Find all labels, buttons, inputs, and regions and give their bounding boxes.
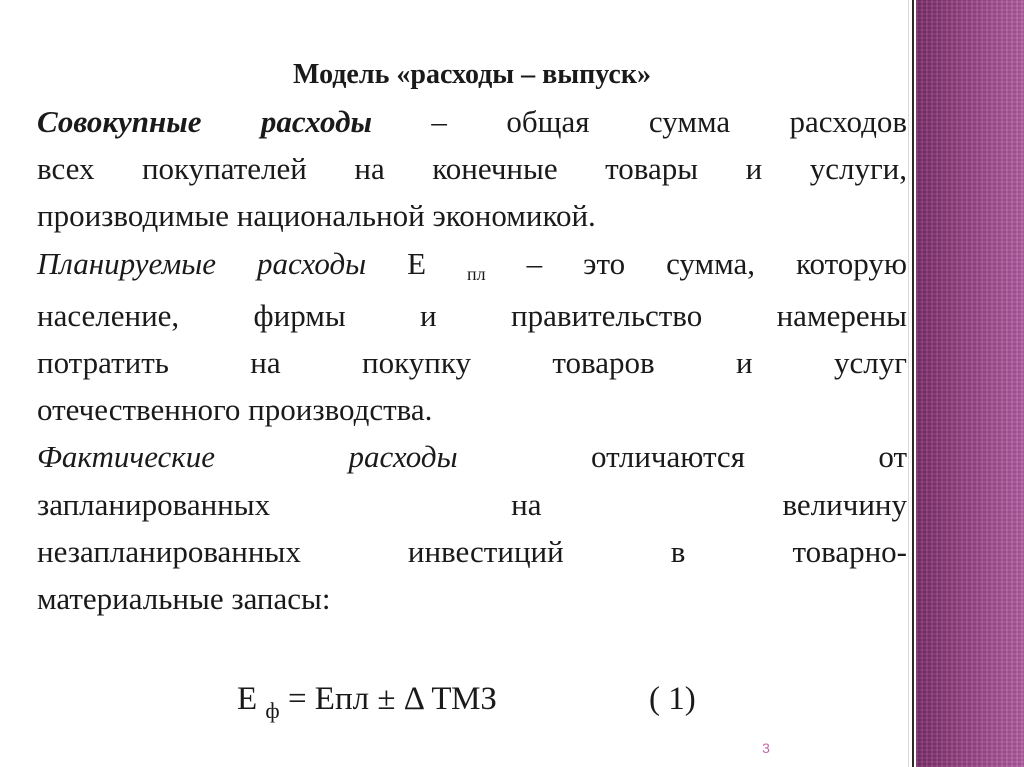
paragraph-actual-expenditure (37, 433, 907, 622)
term-aggregate-expenditure: Совокупные расходы (37, 104, 372, 139)
paragraph-planned-expenditure (37, 240, 907, 434)
p2-line-1: Планируемые расходы Е пл – это сумма, которую (37, 245, 907, 284)
formula-lhs: Е (237, 681, 266, 717)
term-planned-expenditure: Планируемые расходы (37, 245, 367, 281)
formula-number: ( 1) (649, 681, 696, 717)
p3-line-1: Фактические расходы отличаются от (37, 439, 907, 475)
p2-line-3: потратить на покупку товаров и услуг (37, 345, 907, 381)
p2-line-2: население, фирмы и правительство намерены (37, 297, 907, 333)
slide-content (37, 52, 907, 622)
p2-line-4: отечественного производства. (37, 392, 433, 428)
side-divider-light (908, 0, 909, 767)
slide-title: Модель «расходы – выпуск» (293, 59, 651, 90)
subscript-pl: пл (467, 263, 486, 284)
p3-line-2: запланированных на величину (37, 486, 907, 522)
decorative-side-band (916, 0, 1024, 767)
side-divider (912, 0, 914, 767)
page-number: 3 (762, 740, 770, 756)
paragraph-aggregate-expenditure (37, 98, 907, 240)
term-actual-expenditure: Фактические расходы (37, 439, 458, 475)
formula (237, 677, 737, 724)
p1-line-1: Совокупные расходы – общая сумма расходов (37, 104, 907, 139)
p1-line-3: производимые национальной экономикой. (37, 198, 596, 234)
p3-line-4: материальные запасы: (37, 581, 331, 617)
p1-line-2: всех покупателей на конечные товары и услуги, (37, 151, 907, 187)
formula-rhs: = Епл ± Δ ТМЗ (279, 681, 497, 717)
p3-line-3: незапланированных инвестиций в товарно- (37, 533, 907, 569)
formula-subscript: ф (265, 698, 280, 723)
